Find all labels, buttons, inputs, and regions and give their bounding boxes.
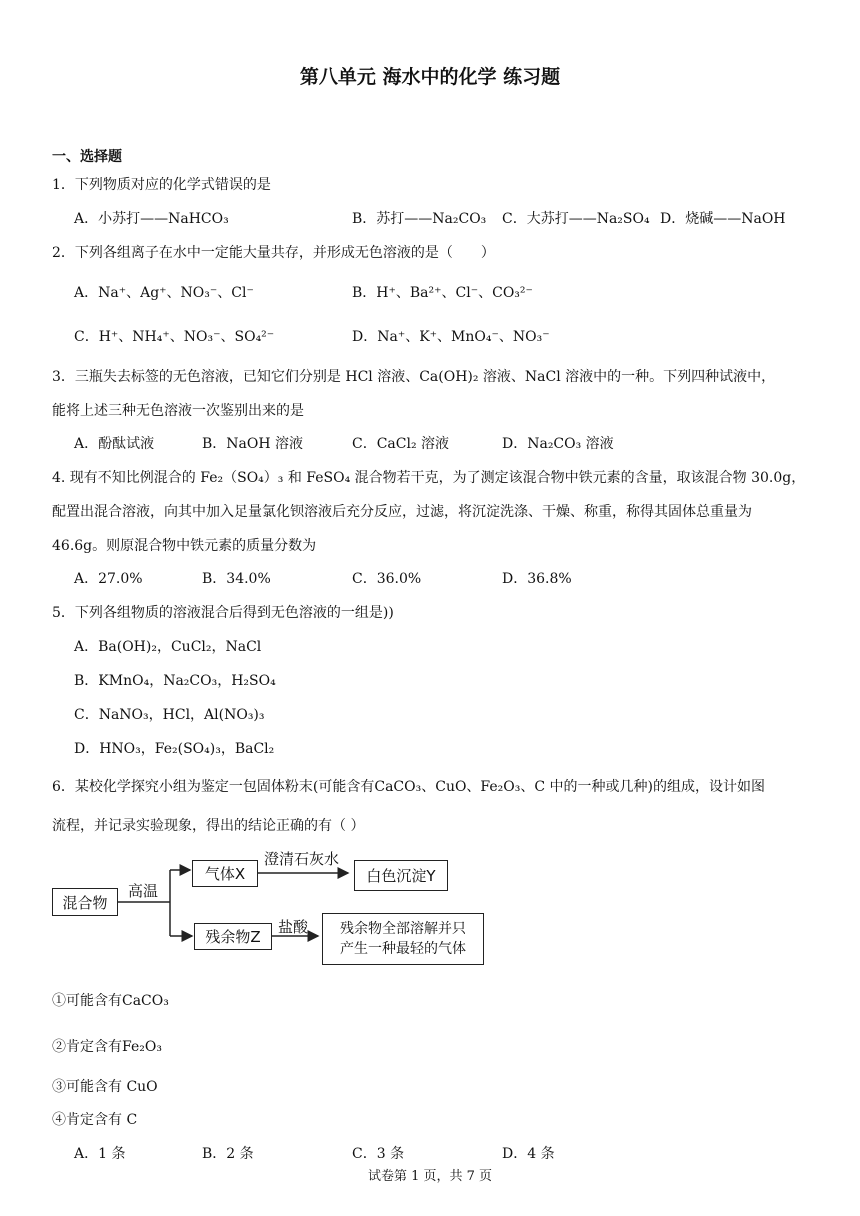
q6-statement-2: ②肯定含有Fe₂O₃ — [52, 1039, 162, 1055]
q1-option-c: C．大苏打——Na₂SO₄ — [502, 211, 650, 227]
q6-statement-1: ①可能含有CaCO₃ — [52, 993, 169, 1009]
q3-stem-line1: 3．三瓶失去标签的无色溶液，已知它们分别是 HCl 溶液、Ca(OH)₂ 溶液、NaCl 溶液中的一种。下列四种试液中， — [52, 369, 776, 385]
residue-z-box: 残余物Z — [194, 923, 272, 950]
q5-option-c: C．NaNO₃，HCl，Al(NO₃)₃ — [74, 707, 265, 723]
q1-stem: 1．下列物质对应的化学式错误的是 — [52, 177, 271, 193]
q3-option-d: D．Na₂CO₃ 溶液 — [502, 436, 614, 452]
result-line1: 残余物全部溶解并只 — [340, 921, 466, 937]
q5-option-a: A．Ba(OH)₂，CuCl₂，NaCl — [74, 639, 262, 655]
q4-stem-line3: 46.6g。则原混合物中铁元素的质量分数为 — [52, 538, 317, 554]
q6-option-a: A．1 条 — [74, 1146, 126, 1162]
result-line2: 产生一种最轻的气体 — [340, 941, 466, 957]
q3-stem-line2: 能将上述三种无色溶液一次鉴别出来的是 — [52, 403, 304, 419]
mixture-box: 混合物 — [52, 888, 118, 916]
q3-option-c: C．CaCl₂ 溶液 — [352, 436, 450, 452]
acid-label: 盐酸 — [278, 918, 309, 936]
q1-option-b: B．苏打——Na₂CO₃ — [352, 211, 487, 227]
gas-x-box: 气体X — [192, 860, 258, 887]
q4-option-b: B．34.0% — [202, 571, 271, 587]
q4-option-c: C．36.0% — [352, 571, 422, 587]
q6-stem-line1: 6．某校化学探究小组为鉴定一包固体粉末(可能含有CaCO₃、CuO、Fe₂O₃、C 中的一种或几种)的组成，设计如图 — [52, 779, 765, 795]
q1-option-a: A．小苏打——NaHCO₃ — [74, 211, 229, 227]
q2-option-b: B．H⁺、Ba²⁺、Cl⁻、CO₃²⁻ — [352, 285, 533, 301]
q3-option-b: B．NaOH 溶液 — [202, 436, 304, 452]
section-heading: 一、选择题 — [52, 149, 122, 165]
q6-option-b: B．2 条 — [202, 1146, 254, 1162]
q6-statement-4: ④肯定含有 C — [52, 1112, 138, 1128]
q1-option-d: D．烧碱——NaOH — [660, 211, 786, 227]
white-precipitate-box: 白色沉淀Y — [354, 860, 448, 891]
q4-stem-line2: 配置出混合溶液，向其中加入足量氯化钡溶液后充分反应，过滤，将沉淀洗涤、干燥、称重，称得其固体总重量为 — [52, 504, 752, 520]
heat-label: 高温 — [128, 882, 159, 900]
q2-stem: 2．下列各组离子在水中一定能大量共存，并形成无色溶液的是（ ） — [52, 245, 495, 261]
limewater-label: 澄清石灰水 — [264, 850, 340, 868]
q5-stem: 5．下列各组物质的溶液混合后得到无色溶液的一组是)) — [52, 605, 394, 621]
q5-option-d: D．HNO₃，Fe₂(SO₄)₃，BaCl₂ — [74, 741, 275, 757]
page-footer: 试卷第 1 页，共 7 页 — [367, 1169, 493, 1184]
q3-option-a: A．酚酞试液 — [74, 436, 155, 452]
q4-stem-line1: 4. 现有不知比例混合的 Fe₂（SO₄）₃ 和 FeSO₄ 混合物若干克，为了测定该混合物中铁元素的含量，取该混合物 30.0g， — [52, 470, 806, 486]
q5-option-b: B．KMnO₄，Na₂CO₃，H₂SO₄ — [74, 673, 276, 689]
result-box — [322, 913, 484, 965]
q4-option-a: A．27.0% — [74, 571, 143, 587]
q2-option-d: D．Na⁺、K⁺、MnO₄⁻、NO₃⁻ — [352, 329, 550, 345]
q6-option-c: C．3 条 — [352, 1146, 405, 1162]
q2-option-a: A．Na⁺、Ag⁺、NO₃⁻、Cl⁻ — [74, 285, 254, 301]
page-title: 第八单元 海水中的化学 练习题 — [299, 66, 561, 88]
q2-option-c: C．H⁺、NH₄⁺、NO₃⁻、SO₄²⁻ — [74, 329, 275, 345]
q4-option-d: D．36.8% — [502, 571, 572, 587]
q6-stem-line2: 流程，并记录实验现象，得出的结论正确的有（ ） — [52, 818, 365, 834]
q6-statement-3: ③可能含有 CuO — [52, 1079, 158, 1095]
q6-option-d: D．4 条 — [502, 1146, 555, 1162]
